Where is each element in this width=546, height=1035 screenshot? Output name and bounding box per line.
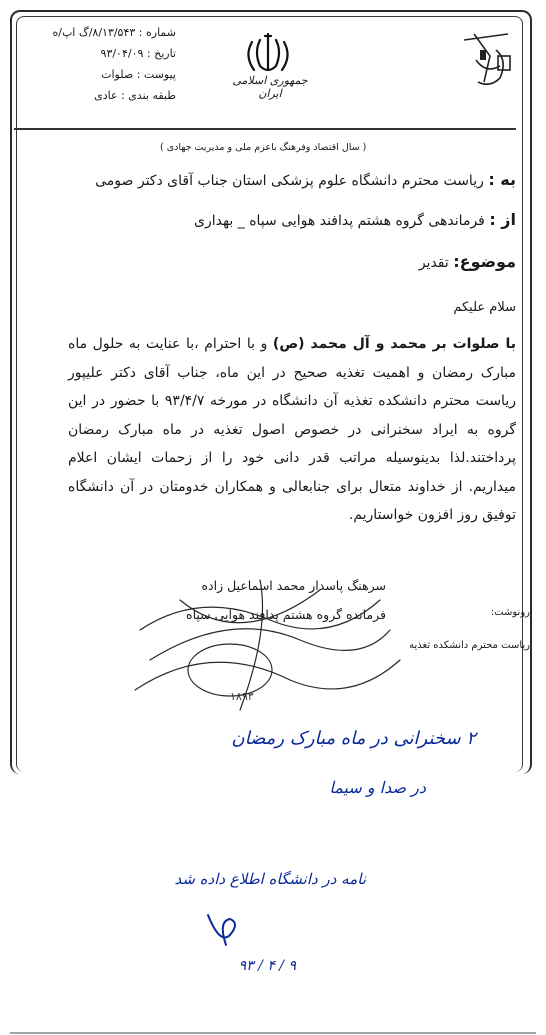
greeting: سلام علیکم	[453, 300, 516, 315]
handwritten-date: ۹ / ۴ / ۹۳	[238, 958, 296, 974]
sender-line	[194, 210, 516, 229]
letter-classification: طبقه بندی : عادی	[94, 89, 176, 102]
header-divider	[14, 128, 516, 130]
subject-line	[419, 252, 516, 271]
subject-text: تقدیر	[418, 255, 449, 271]
letter-number: شماره : ۸/۱۳/۵۴۳/گ اپ/ه	[52, 26, 176, 39]
recipient-line	[95, 170, 516, 189]
handwritten-note-2: در صدا و سیما	[329, 778, 426, 797]
cc-label: رونوشت:	[490, 607, 530, 618]
emblem-caption: جمهوری اسلامی ایران	[232, 74, 308, 100]
page-bottom-edge	[0, 1015, 546, 1035]
signer-title: فرمانده گروه هشتم پدافند هوایی سپاه	[186, 607, 386, 622]
from-label: از :	[489, 210, 516, 229]
handwritten-note-1: ۲ سخنرانی در ماه مبارک رمضان	[231, 728, 476, 749]
cc-recipient: ریاست محترم دانشکده تغذیه	[409, 640, 530, 651]
to-label: به :	[488, 170, 516, 189]
from-text: فرماندهی گروه هشتم پدافند هوایی سپاه _ بهداری	[194, 213, 485, 229]
body-paragraph: و با احترام ،با عنایت به حلول ماه مبارک رمضان و اهمیت تغذیه صحیح در این ماه، جناب آقای دکتر علیپور ریاست محترم دانشکده تغذیه آن دانشگاه در مورخه ۹۳/۴/۷ با حضور در این گروه به ایراد سخنرانی در خصوص اصول تغذیه در ماه مبارک رمضان پرداختند.لذا بدینوسیله مراتب قدر دانی خود را از زحمات ایشان اعلام میداریم. از خداوند متعال برای جنابعالی و همکاران خدومتان در آن دانشگاه توفیق روز افزون خواستاریم.	[68, 336, 516, 523]
signature-scribble	[120, 570, 410, 720]
letter-body	[68, 330, 516, 530]
handwritten-note-3: نامه در دانشگاه اطلاع داده شد	[174, 870, 366, 888]
subject-label: موضوع:	[453, 252, 516, 271]
to-text: ریاست محترم دانشگاه علوم پزشکی استان جناب آقای دکتر صومی	[95, 173, 484, 189]
handwritten-initials	[200, 905, 250, 955]
irgc-logo-icon	[456, 26, 518, 96]
letter-meta	[26, 22, 176, 106]
letter-date: تاریخ : ۹۳/۰۴/۰۹	[100, 47, 176, 60]
salawat-opening: با صلوات بر محمد و آل محمد (ص)	[272, 336, 516, 352]
year-motto: ( سال اقتصاد وفرهنگ باعزم ملی و مدیریت جهادی )	[160, 142, 367, 153]
letter-attachment: پیوست : صلوات	[101, 68, 176, 81]
stamp-number: ۱۸۹۳	[230, 690, 254, 703]
signer-name: سرهنگ پاسدار محمد اسماعیل زاده	[201, 578, 386, 593]
